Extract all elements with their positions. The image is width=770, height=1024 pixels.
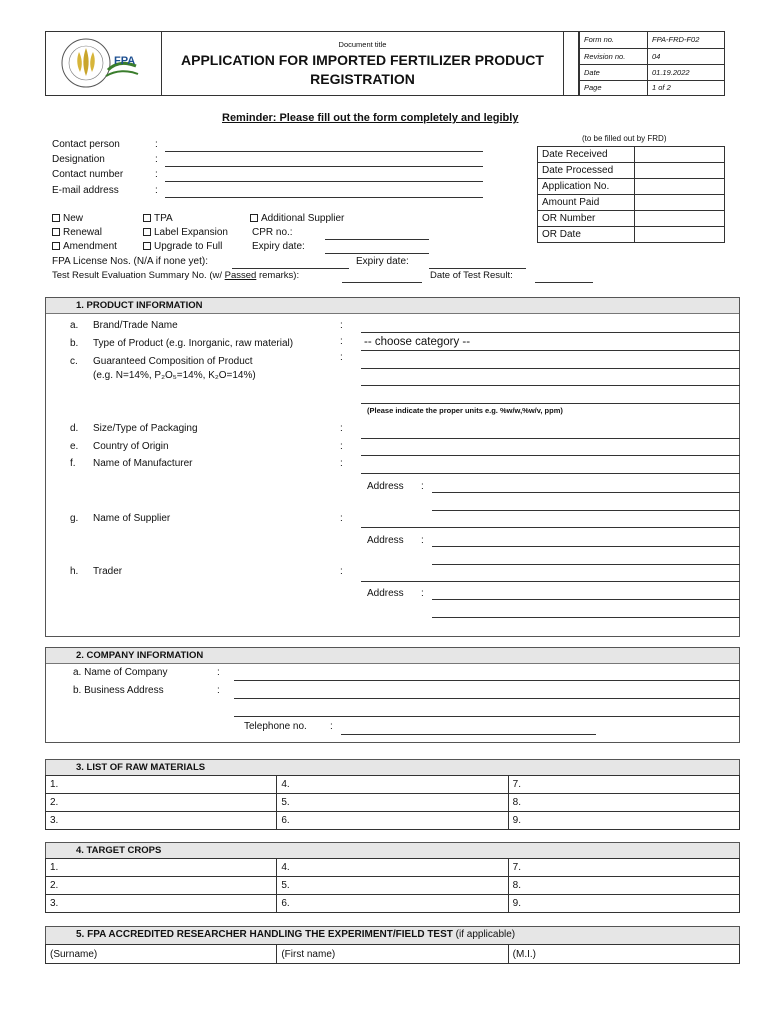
meta-label: Form no. <box>580 32 648 48</box>
colon: : <box>155 154 158 165</box>
composition-field[interactable] <box>361 403 740 404</box>
checkbox-icon <box>143 242 151 250</box>
company-name-label: a. Name of Company <box>73 667 168 678</box>
checkbox-icon <box>52 228 60 236</box>
colon: : <box>340 441 343 452</box>
item-letter: c. <box>70 356 78 367</box>
supplier-label: Name of Supplier <box>93 513 171 524</box>
svg-text:FPA: FPA <box>114 55 136 67</box>
target-crop-cell[interactable]: 2. <box>46 877 277 895</box>
cpr-no-field[interactable] <box>325 239 429 240</box>
upgrade-label: Upgrade to Full <box>154 241 223 252</box>
business-address-field[interactable] <box>234 698 740 699</box>
checkbox-icon <box>52 242 60 250</box>
upgrade-checkbox[interactable] <box>143 241 222 253</box>
researcher-table <box>45 944 740 964</box>
expiry-date-label: Expiry date: <box>252 241 305 252</box>
item-letter: a. <box>70 320 79 331</box>
surname-cell[interactable]: (Surname) <box>46 945 277 964</box>
license-expiry-field[interactable] <box>429 268 526 269</box>
raw-material-cell[interactable]: 3. <box>46 812 277 830</box>
colon: : <box>421 535 424 546</box>
label-expansion-checkbox[interactable] <box>143 227 228 239</box>
first-name-cell[interactable]: (First name) <box>277 945 508 964</box>
colon: : <box>217 667 220 678</box>
meta-label: Page <box>580 80 648 95</box>
section-title: 4. TARGET CROPS <box>46 843 739 859</box>
address-label: Address <box>367 535 404 546</box>
colon: : <box>340 352 343 363</box>
designation-field[interactable] <box>165 166 483 167</box>
tpa-label: TPA <box>154 213 173 224</box>
trader-address-field[interactable] <box>432 599 740 600</box>
meta-label: Date <box>580 64 648 80</box>
meta-value: FPA-FRD-F02 <box>648 32 726 48</box>
contact-number-field[interactable] <box>165 181 483 182</box>
packaging-field[interactable] <box>361 438 740 439</box>
colon: : <box>421 481 424 492</box>
meta-value: 01.19.2022 <box>648 64 726 80</box>
target-crop-cell[interactable]: 6. <box>277 895 508 913</box>
item-letter: f. <box>70 458 76 469</box>
test-result-field[interactable] <box>342 282 422 283</box>
colon: : <box>155 139 158 150</box>
frd-row-label: Date Processed <box>538 163 635 179</box>
additional-supplier-label: Additional Supplier <box>261 213 345 224</box>
new-checkbox[interactable] <box>52 213 83 225</box>
raw-material-cell[interactable]: 9. <box>508 812 739 830</box>
form-title-line1: APPLICATION FOR IMPORTED FERTILIZER PRODUCT <box>181 52 544 68</box>
product-type-field <box>361 350 740 351</box>
trader-label: Trader <box>93 566 123 577</box>
email-label: E-mail address <box>52 185 119 196</box>
manufacturer-address-field[interactable] <box>432 510 740 511</box>
trader-field[interactable] <box>361 581 740 582</box>
target-crop-cell[interactable]: 8. <box>508 877 739 895</box>
supplier-address-field[interactable] <box>432 546 740 547</box>
contact-person-label: Contact person <box>52 139 120 150</box>
checkbox-icon <box>52 214 60 222</box>
raw-material-cell[interactable]: 8. <box>508 794 739 812</box>
target-crop-cell[interactable]: 9. <box>508 895 739 913</box>
frd-row-label: Application No. <box>538 179 635 195</box>
composition-field[interactable] <box>361 385 740 386</box>
header-box <box>45 31 725 96</box>
reminder-text: Reminder: Please fill out the form completely and legibly <box>222 112 519 124</box>
license-field[interactable] <box>232 268 349 269</box>
target-crop-cell[interactable]: 5. <box>277 877 508 895</box>
target-crop-cell[interactable]: 3. <box>46 895 277 913</box>
form-title-line2: REGISTRATION <box>310 71 415 87</box>
colon: : <box>421 588 424 599</box>
manufacturer-label: Name of Manufacturer <box>93 458 193 469</box>
address-label: Address <box>367 588 404 599</box>
frd-row-label: Date Received <box>538 147 635 163</box>
contact-person-field[interactable] <box>165 151 483 152</box>
section-title: 2. COMPANY INFORMATION <box>46 648 739 664</box>
license-label: FPA License Nos. (N/A if none yet): <box>52 256 208 267</box>
business-address-label: b. Business Address <box>73 685 164 696</box>
target-crop-cell[interactable]: 1. <box>46 859 277 877</box>
item-letter: b. <box>70 338 79 349</box>
new-label: New <box>63 213 84 224</box>
item-letter: d. <box>70 423 79 434</box>
amendment-label: Amendment <box>63 241 117 252</box>
units-note: (Please indicate the proper units e.g. %w/w,%w/v, ppm) <box>367 406 563 415</box>
colon: : <box>340 513 343 524</box>
composition-field[interactable] <box>361 368 740 369</box>
manufacturer-address-field[interactable] <box>432 492 740 493</box>
telephone-label: Telephone no. <box>244 721 307 732</box>
renewal-label: Renewal <box>63 227 102 238</box>
checkbox-icon <box>143 228 151 236</box>
colon: : <box>340 458 343 469</box>
cpr-no-label: CPR no.: <box>252 227 293 238</box>
target-crop-cell[interactable]: 4. <box>277 859 508 877</box>
frd-row-label: OR Number <box>538 211 635 227</box>
item-letter: h. <box>70 566 79 577</box>
address-label: Address <box>367 481 404 492</box>
colon: : <box>155 185 158 196</box>
researcher-section <box>45 926 740 944</box>
meta-left-border <box>578 32 579 95</box>
packaging-label: Size/Type of Packaging <box>93 423 198 434</box>
target-crops-table <box>45 858 740 913</box>
frd-row-value[interactable] <box>635 147 725 163</box>
colon: : <box>340 566 343 577</box>
contact-number-label: Contact number <box>52 169 124 180</box>
amendment-checkbox[interactable] <box>52 241 117 253</box>
form-meta-table <box>579 32 725 95</box>
item-letter: g. <box>70 513 79 524</box>
frd-row-label: OR Date <box>538 227 635 243</box>
frd-row-value[interactable] <box>635 211 725 227</box>
fpa-logo <box>46 32 162 95</box>
email-field[interactable] <box>165 197 483 198</box>
document-title-label: Document title <box>338 40 387 49</box>
supplier-address-field[interactable] <box>432 564 740 565</box>
colon: : <box>340 320 343 331</box>
country-origin-field[interactable] <box>361 455 740 456</box>
logo-cell <box>46 32 162 95</box>
frd-row-value[interactable] <box>635 179 725 195</box>
colon: : <box>340 336 343 347</box>
frd-row-label: Amount Paid <box>538 195 635 211</box>
tpa-checkbox[interactable] <box>143 213 173 225</box>
section-title: 3. LIST OF RAW MATERIALS <box>46 760 739 776</box>
colon: : <box>340 423 343 434</box>
item-letter: e. <box>70 441 79 452</box>
frd-note: (to be filled out by FRD) <box>582 134 667 143</box>
country-origin-label: Country of Origin <box>93 441 169 452</box>
section-title: 1. PRODUCT INFORMATION <box>46 298 739 314</box>
frd-row-value[interactable] <box>635 227 725 243</box>
brand-name-field[interactable] <box>361 332 740 333</box>
frd-row-value[interactable] <box>635 163 725 179</box>
business-address-field[interactable] <box>234 716 740 717</box>
raw-material-cell[interactable]: 4. <box>277 776 508 794</box>
telephone-field[interactable] <box>341 734 596 735</box>
target-crops-section <box>45 842 740 859</box>
colon: : <box>155 169 158 180</box>
title-cell <box>162 32 564 95</box>
raw-material-cell[interactable]: 7. <box>508 776 739 794</box>
additional-supplier-checkbox[interactable] <box>250 213 344 225</box>
meta-value: 04 <box>648 48 726 64</box>
designation-label: Designation <box>52 154 105 165</box>
product-type-label: Type of Product (e.g. Inorganic, raw material) <box>93 338 294 349</box>
colon: : <box>330 721 333 732</box>
frd-row-value[interactable] <box>635 195 725 211</box>
raw-material-cell[interactable]: 6. <box>277 812 508 830</box>
raw-material-cell[interactable]: 5. <box>277 794 508 812</box>
product-type-select[interactable]: -- choose category -- <box>364 336 471 348</box>
checkbox-icon <box>143 214 151 222</box>
meta-value: 1 of 2 <box>648 80 726 95</box>
middle-initial-cell[interactable]: (M.I.) <box>508 945 739 964</box>
date-test-result-label: Date of Test Result: <box>430 270 513 281</box>
target-crop-cell[interactable]: 7. <box>508 859 739 877</box>
license-expiry-label: Expiry date: <box>356 256 409 267</box>
colon: : <box>217 685 220 696</box>
composition-label: Guaranteed Composition of Product <box>93 356 253 367</box>
checkbox-icon <box>250 214 258 222</box>
raw-material-cell[interactable]: 1. <box>46 776 277 794</box>
meta-label: Revision no. <box>580 48 648 64</box>
raw-material-cell[interactable]: 2. <box>46 794 277 812</box>
test-result-label: Test Result Evaluation Summary No. (w/ Passed remarks): <box>52 270 300 281</box>
raw-materials-table <box>45 775 740 830</box>
renewal-checkbox[interactable] <box>52 227 102 239</box>
section-title: 5. FPA ACCREDITED RESEARCHER HANDLING THE EXPERIMENT/FIELD TEST (if applicable) <box>76 929 516 940</box>
frd-table <box>537 146 725 243</box>
manufacturer-field[interactable] <box>361 473 740 474</box>
brand-name-label: Brand/Trade Name <box>93 320 178 331</box>
expiry-date-field[interactable] <box>325 253 429 254</box>
label-expansion-label: Label Expansion <box>154 227 228 238</box>
supplier-field[interactable] <box>361 527 740 528</box>
raw-materials-section <box>45 759 740 776</box>
trader-address-field[interactable] <box>432 617 740 618</box>
composition-example: (e.g. N=14%, P₂O₅=14%, K₂O=14%) <box>93 370 256 381</box>
date-test-result-field[interactable] <box>535 282 593 283</box>
company-name-field[interactable] <box>234 680 740 681</box>
